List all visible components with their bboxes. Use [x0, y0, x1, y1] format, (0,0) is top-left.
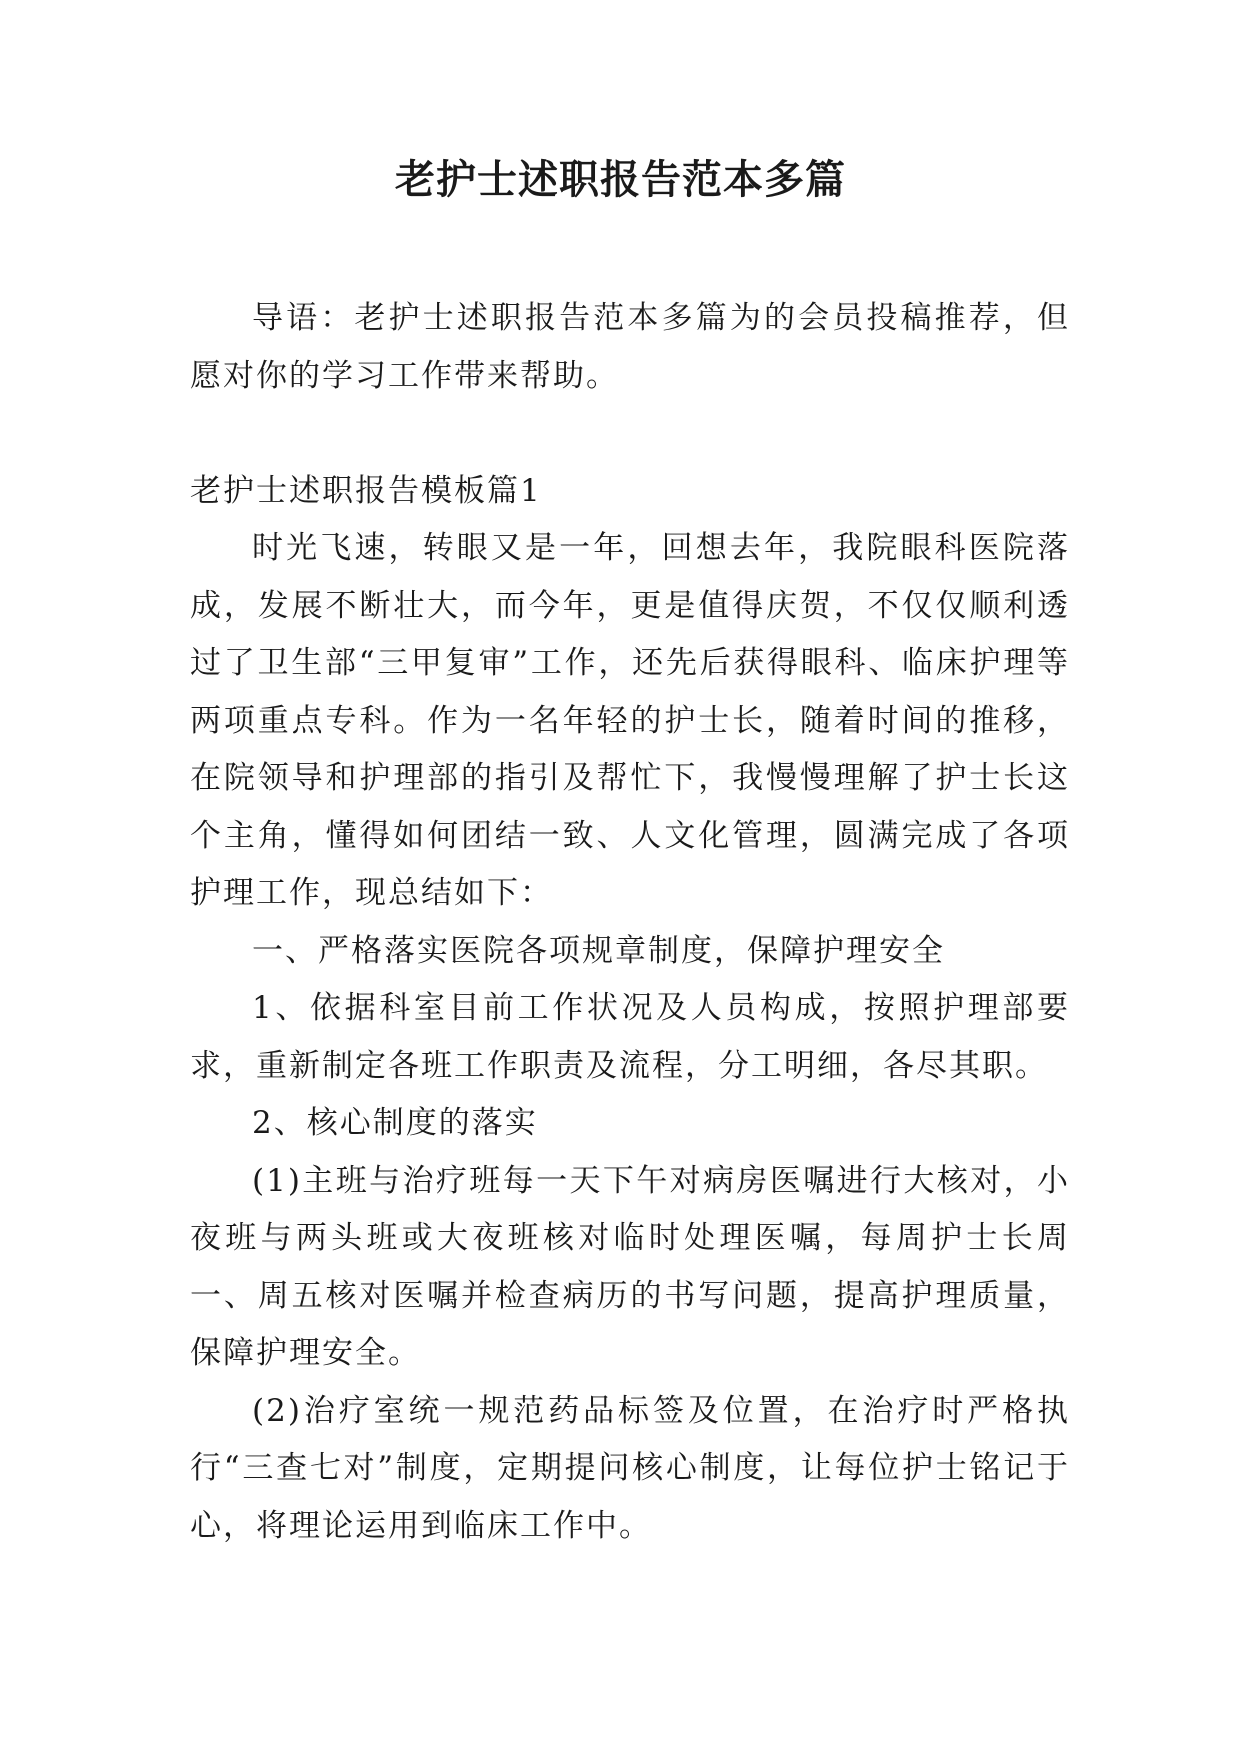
intro-paragraph: 导语：老护士述职报告范本多篇为的会员投稿推荐，但愿对你的学习工作带来帮助。	[190, 300, 1070, 394]
paragraph: 一、严格落实医院各项规章制度，保障护理安全	[252, 932, 945, 969]
document-title: 老护士述职报告范本多篇	[395, 157, 846, 203]
paragraph: 1、依据科室目前工作状况及人员构成，按照护理部要求，重新制定各班工作职责及流程，分工明细，各尽其职。	[190, 990, 1070, 1084]
spacer	[190, 405, 1070, 463]
paragraph: 时光飞速，转眼又是一年，回想去年，我院眼科医院落成，发展不断壮大，而今年，更是值得庆贺，不仅仅顺利透过了卫生部“三甲复审”工作，还先后获得眼科、临床护理等两项重点专科。作为一名年轻的护士长，随着时间的推移，在院领导和护理部的指引及帮忙下，我慢慢理解了护士长这个主角，懂得如何团结一致、人文化管理，圆满完成了各项护理工作，现总结如下：	[190, 530, 1070, 911]
paragraph: (1)主班与治疗班每一天下午对病房医嘱进行大核对，小夜班与两头班或大夜班核对临时处理医嘱，每周护士长周一、周五核对医嘱并检查病历的书写问题，提高护理质量，保障护理安全。	[190, 1162, 1070, 1371]
paragraph: (2)治疗室统一规范药品标签及位置，在治疗时严格执行“三查七对”制度，定期提问核心制度，让每位护士铭记于心，将理论运用到临床工作中。	[190, 1392, 1070, 1544]
section-heading: 老护士述职报告模板篇1	[190, 472, 542, 509]
document-body	[190, 290, 1070, 1555]
paragraph: 2、核心制度的落实	[252, 1105, 538, 1141]
